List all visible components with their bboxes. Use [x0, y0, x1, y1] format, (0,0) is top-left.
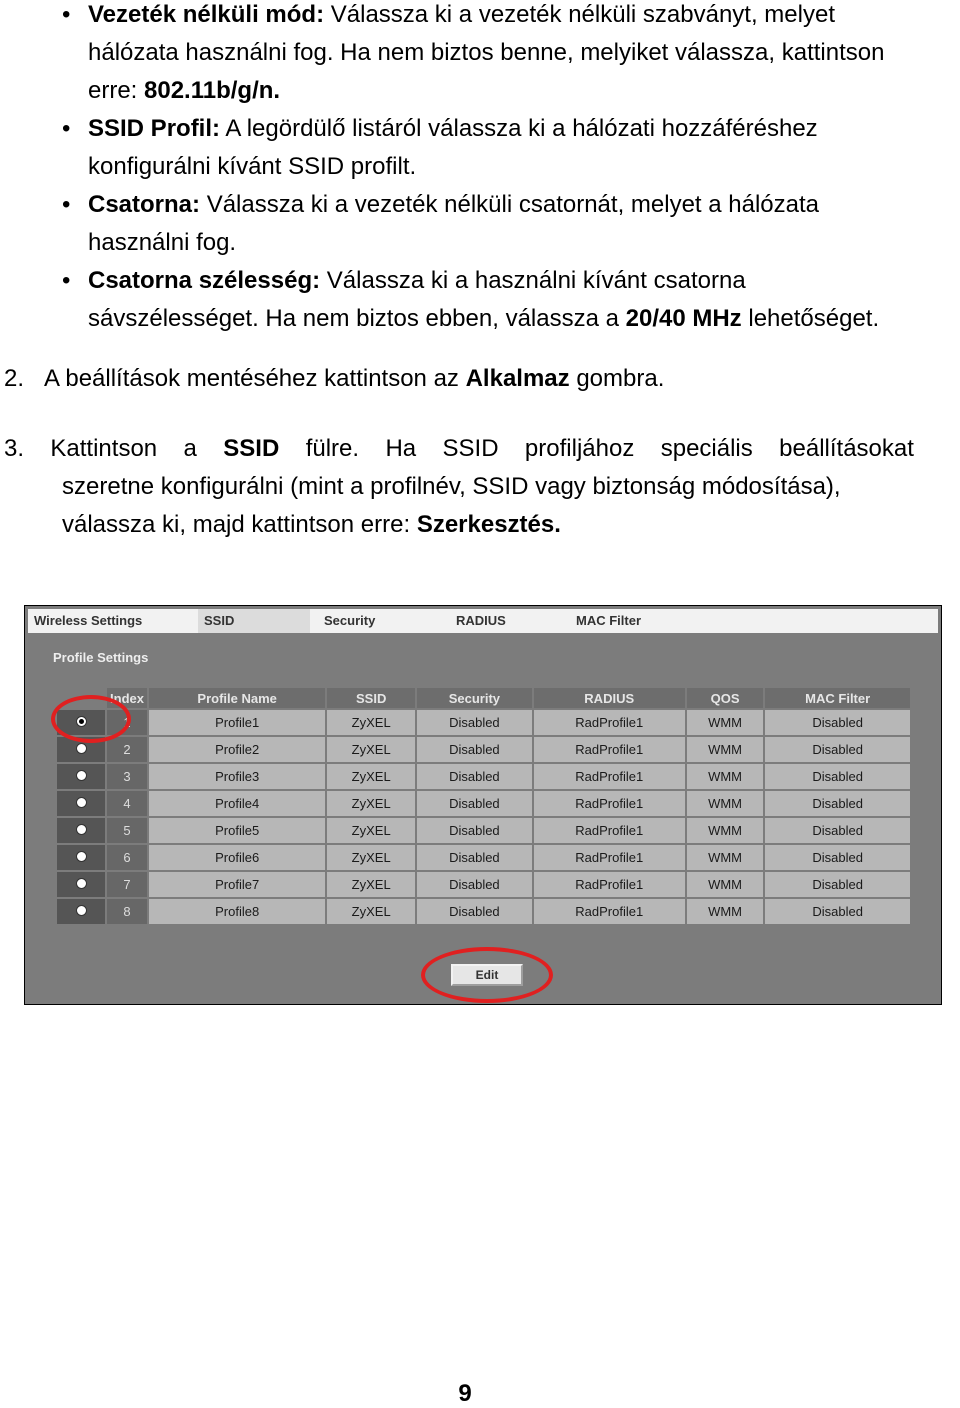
- step-3: [4, 430, 934, 544]
- table-cell: RadProfile1: [533, 898, 686, 925]
- step-word: Kattintson: [50, 435, 158, 462]
- bullet-line: [88, 186, 958, 224]
- table-cell: Disabled: [764, 817, 911, 844]
- step-line: szeretne konfigurálni (mint a profilnév, SSID vagy biztonság módosítása),: [62, 473, 841, 500]
- table-row: [56, 871, 911, 898]
- bullet-line: konfigurálni kívánt SSID profilt.: [88, 153, 417, 180]
- table-cell: RadProfile1: [533, 790, 686, 817]
- table-cell: Profile3: [148, 763, 326, 790]
- tab-radius[interactable]: RADIUS: [456, 613, 506, 628]
- row-select-cell: [56, 790, 106, 817]
- step-word: SSID: [442, 435, 499, 462]
- table-cell: ZyXEL: [326, 736, 416, 763]
- table-cell: ZyXEL: [326, 871, 416, 898]
- table-cell: WMM: [686, 844, 765, 871]
- bullet-line: [88, 262, 958, 300]
- tab-bar: [28, 609, 938, 633]
- table-cell: Disabled: [416, 763, 533, 790]
- column-header: RADIUS: [533, 687, 686, 709]
- column-header: QOS: [686, 687, 765, 709]
- table-row: [56, 898, 911, 925]
- step-text: [44, 360, 910, 398]
- step-line: [62, 506, 912, 544]
- bullet-text: sávszélességet. Ha nem biztos ebben, válassza a: [88, 305, 626, 332]
- step-word: beállításokat: [779, 435, 914, 462]
- table-cell: WMM: [686, 736, 765, 763]
- table-cell: WMM: [686, 763, 765, 790]
- table-body: [56, 709, 911, 925]
- highlight-circle-edit: [421, 947, 553, 1003]
- step-number: 2.: [4, 365, 25, 392]
- profile-table: [55, 686, 912, 926]
- column-header: MAC Filter: [764, 687, 911, 709]
- bullet-wireless-mode: [62, 0, 942, 110]
- table-cell: Disabled: [764, 736, 911, 763]
- step-number: 3.: [4, 435, 25, 462]
- bullet-channel-width: [62, 262, 942, 338]
- table-row: [56, 709, 911, 736]
- bullet-text: Válassza ki a vezeték nélküli szabványt, melyet: [330, 1, 835, 28]
- table-header-row: [56, 687, 911, 709]
- table-cell: ZyXEL: [326, 898, 416, 925]
- table-cell: Disabled: [764, 844, 911, 871]
- step-word: fülre.: [305, 435, 360, 462]
- bullet-ssid-profile: [62, 110, 942, 186]
- table-cell: Disabled: [416, 871, 533, 898]
- bullet-text: Válassza ki a használni kívánt csatorna: [326, 267, 746, 294]
- table-cell: WMM: [686, 817, 765, 844]
- table-cell: 3: [106, 763, 148, 790]
- table-row: [56, 817, 911, 844]
- row-radio-button[interactable]: [76, 905, 87, 916]
- step-2: [4, 360, 934, 398]
- step-word: Ha: [385, 435, 417, 462]
- table-cell: WMM: [686, 898, 765, 925]
- table-cell: ZyXEL: [326, 844, 416, 871]
- table-cell: RadProfile1: [533, 871, 686, 898]
- bullet-bold: 802.11b/g/n.: [144, 77, 281, 104]
- table-cell: Profile6: [148, 844, 326, 871]
- step-text-part: válassza ki, majd kattintson erre:: [62, 511, 417, 538]
- table-cell: WMM: [686, 709, 765, 736]
- step-text-part: A beállítások mentéséhez kattintson az: [44, 365, 466, 392]
- bullet-term: Vezeték nélküli mód:: [88, 1, 325, 28]
- step-bold: Alkalmaz: [465, 365, 570, 392]
- step-word: SSID: [223, 435, 280, 462]
- row-radio-button[interactable]: [76, 878, 87, 889]
- table-cell: 8: [106, 898, 148, 925]
- table-cell: 1: [106, 709, 148, 736]
- highlight-circle-radio: [51, 695, 131, 743]
- row-select-cell: [56, 763, 106, 790]
- row-radio-button[interactable]: [76, 824, 87, 835]
- table-cell: WMM: [686, 871, 765, 898]
- table-cell: Profile8: [148, 898, 326, 925]
- row-select-cell: [56, 817, 106, 844]
- bullet-text: erre:: [88, 77, 145, 104]
- table-cell: ZyXEL: [326, 763, 416, 790]
- step-word: speciális: [660, 435, 753, 462]
- table-cell: Profile2: [148, 736, 326, 763]
- table-cell: Disabled: [764, 898, 911, 925]
- table-cell: Disabled: [416, 790, 533, 817]
- bullet-term: SSID Profil:: [88, 115, 221, 142]
- table-cell: RadProfile1: [533, 844, 686, 871]
- bullet-dot: •: [62, 191, 71, 218]
- row-radio-button[interactable]: [76, 851, 87, 862]
- row-select-cell: [56, 871, 106, 898]
- table-cell: Disabled: [416, 709, 533, 736]
- bullet-dot: •: [62, 1, 71, 28]
- table-cell: 6: [106, 844, 148, 871]
- table-cell: Disabled: [416, 736, 533, 763]
- table-row: [56, 736, 911, 763]
- table-cell: WMM: [686, 790, 765, 817]
- bullet-text: lehetőséget.: [741, 305, 880, 332]
- table-cell: 7: [106, 871, 148, 898]
- column-header: Index: [106, 687, 148, 709]
- table-cell: 5: [106, 817, 148, 844]
- bullet-line: használni fog.: [88, 229, 237, 256]
- bullet-term: Csatorna szélesség:: [88, 267, 321, 294]
- table-cell: Disabled: [416, 844, 533, 871]
- bullet-dot: •: [62, 115, 71, 142]
- table-cell: Profile4: [148, 790, 326, 817]
- section-title: Profile Settings: [53, 650, 149, 665]
- step-text-part: gombra.: [569, 365, 665, 392]
- step-bold: Szerkesztés.: [416, 511, 561, 538]
- column-header: Profile Name: [148, 687, 326, 709]
- row-select-cell: [56, 898, 106, 925]
- row-radio-button[interactable]: [76, 743, 87, 754]
- table-cell: Profile7: [148, 871, 326, 898]
- table-cell: 2: [106, 736, 148, 763]
- bullet-line: hálózata használni fog. Ha nem biztos benne, melyiket válassza, kattintson: [88, 39, 885, 66]
- table-cell: ZyXEL: [326, 817, 416, 844]
- tab-ssid[interactable]: SSID: [198, 609, 310, 633]
- bullet-channel: [62, 186, 942, 262]
- table-cell: ZyXEL: [326, 790, 416, 817]
- bullet-line: [88, 0, 958, 34]
- table-cell: Profile1: [148, 709, 326, 736]
- bullet-line: [88, 72, 958, 110]
- step-3-first-line: [4, 430, 914, 468]
- page-number: 9: [458, 1380, 472, 1407]
- table-cell: RadProfile1: [533, 709, 686, 736]
- bullet-dot: •: [62, 267, 71, 294]
- table-cell: RadProfile1: [533, 763, 686, 790]
- row-radio-button[interactable]: [76, 770, 87, 781]
- table-row: [56, 763, 911, 790]
- table-cell: RadProfile1: [533, 736, 686, 763]
- router-ui-screenshot: [24, 605, 942, 1005]
- tab-mac-filter[interactable]: MAC Filter: [576, 613, 641, 628]
- table-cell: 4: [106, 790, 148, 817]
- table-cell: Profile5: [148, 817, 326, 844]
- bullet-line: [88, 110, 958, 148]
- bullet-text: Válassza ki a vezeték nélküli csatornát, melyet a hálózata: [206, 191, 820, 218]
- tab-security[interactable]: Security: [324, 613, 376, 628]
- bullet-text: A legördülő listáról válassza ki a hálózati hozzáféréshez: [225, 115, 818, 142]
- bullet-term: Csatorna:: [88, 191, 201, 218]
- edit-button[interactable]: Edit: [451, 964, 523, 986]
- bullet-line: [88, 300, 958, 338]
- table-cell: Disabled: [416, 898, 533, 925]
- step-word: a: [183, 435, 197, 462]
- table-cell: ZyXEL: [326, 709, 416, 736]
- column-header: Security: [416, 687, 533, 709]
- table-cell: Disabled: [764, 709, 911, 736]
- column-header: SSID: [326, 687, 416, 709]
- tab-wireless-settings[interactable]: Wireless Settings: [34, 613, 143, 628]
- table-cell: Disabled: [764, 763, 911, 790]
- table-cell: RadProfile1: [533, 817, 686, 844]
- table-row: [56, 790, 911, 817]
- table-cell: Disabled: [764, 871, 911, 898]
- step-word: profiljához: [524, 435, 635, 462]
- table-cell: Disabled: [416, 817, 533, 844]
- bullet-bold: 20/40 MHz: [625, 305, 742, 332]
- row-select-cell: [56, 844, 106, 871]
- table-cell: Disabled: [764, 790, 911, 817]
- table-row: [56, 844, 911, 871]
- row-radio-button[interactable]: [76, 797, 87, 808]
